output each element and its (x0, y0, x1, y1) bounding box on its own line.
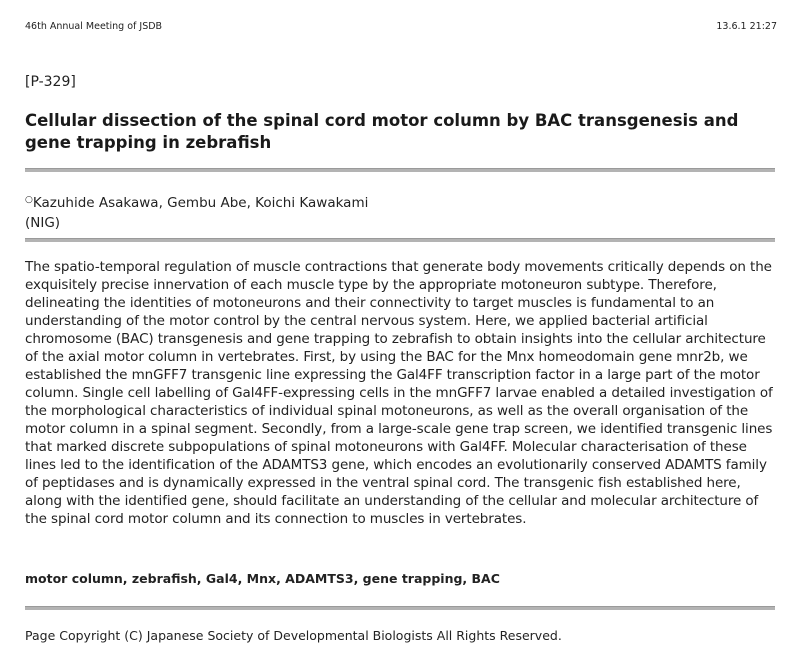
affiliation: (NIG) (25, 215, 61, 231)
meeting-name: 46th Annual Meeting of JSDB (25, 21, 163, 32)
author-line (25, 190, 368, 213)
author-block (25, 190, 368, 233)
copyright: Page Copyright (C) Japanese Society of Developmental Biologists All Rights Reserved. (25, 628, 562, 643)
abstract-code: [P-329] (25, 74, 76, 90)
presenter-mark: ○ (25, 195, 33, 205)
keywords: motor column, zebrafish, Gal4, Mnx, ADAMTS3, gene trapping, BAC (25, 571, 500, 586)
divider-title (25, 168, 775, 172)
divider-footer (25, 606, 775, 610)
abstract-body: The spatio-temporal regulation of muscle contractions that generate body movements critically depends on the exquisitely precise innervation of each muscle type by the appropriate motoneuron subtype. Therefore, delineating the identities of motoneurons and their connectivity to target muscles is fundamental to an understanding of the motor control by the central nervous system. Here, we applied bacterial artificial chromosome (BAC) transgenesis and gene trapping to zebrafish to obtain insights into the cellular architecture of the axial motor column in vertebrates. First, by using the BAC for the Mnx homeodomain gene mnr2b, we established the mnGFF7 transgenic line expressing the Gal4FF transcription factor in a large part of the motor column. Single cell labelling of Gal4FF-expressing cells in the mnGFF7 larvae enabled a detailed investigation of the morphological characteristics of individual spinal motoneurons, as well as the overall organisation of the motor column in a spinal segment. Secondly, from a large-scale gene trap screen, we identified transgenic lines that marked discrete subpopulations of spinal motoneurons with Gal4FF. Molecular characterisation of these lines led to the identification of the ADAMTS3 gene, which encodes an evolutionarily conserved ADAMTS family of peptidases and is dynamically expressed in the ventral spinal cord. The transgenic fish established here, along with the identified gene, should facilitate an understanding of the cellular and molecular architecture of the spinal cord motor column and its connection to muscles in vertebrates. (25, 259, 773, 527)
author-names: Kazuhide Asakawa, Gembu Abe, Koichi Kawakami (32, 195, 369, 211)
print-datetime: 13.6.1 21:27 (716, 21, 777, 32)
abstract-title: Cellular dissection of the spinal cord motor column by BAC transgenesis and gene trapping in zebrafish (25, 111, 739, 152)
divider-authors (25, 238, 775, 242)
page-header (25, 21, 777, 32)
